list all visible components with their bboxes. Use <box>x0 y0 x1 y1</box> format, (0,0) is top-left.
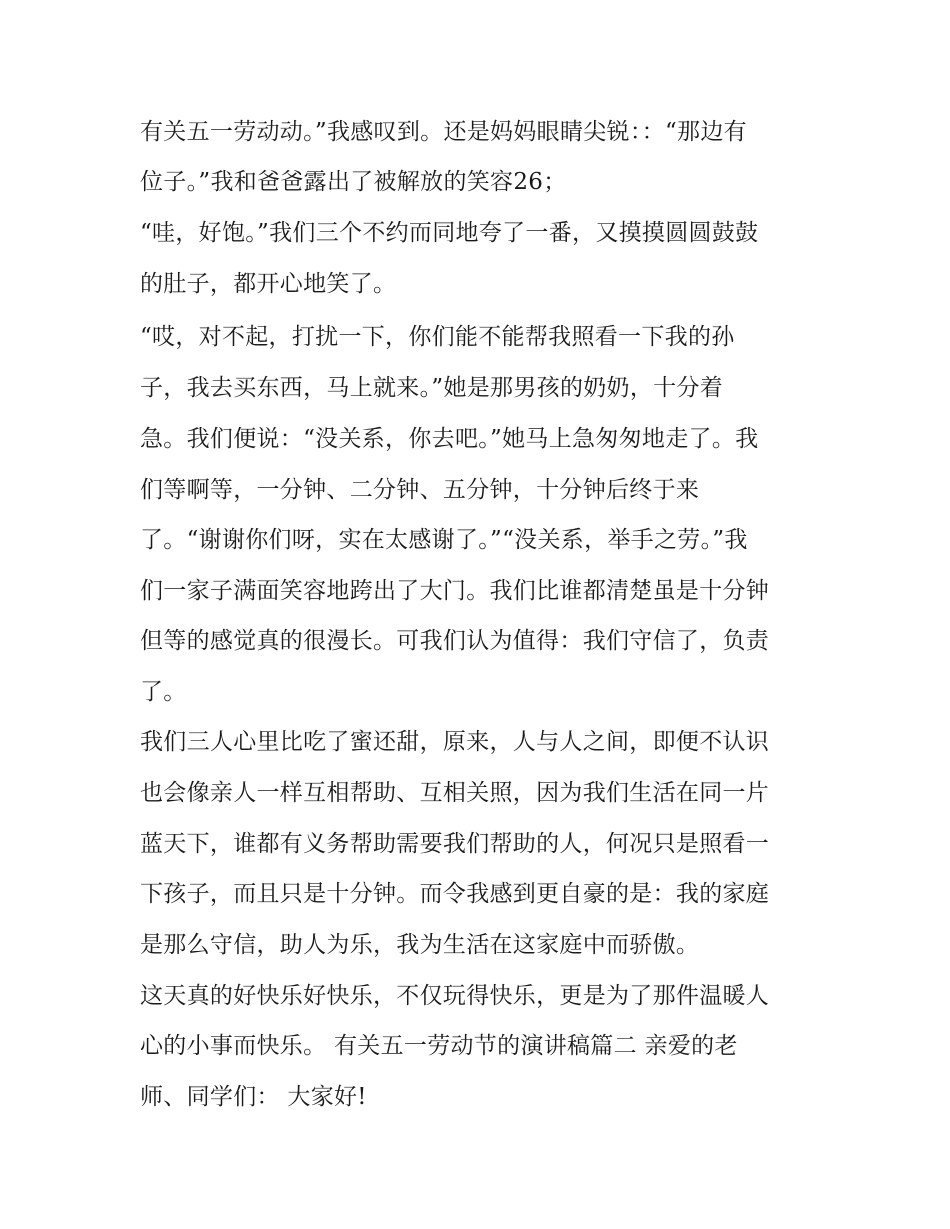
text-line: 了。“谢谢你们呀，实在太感谢了。”“没关系，举手之劳。”我 <box>140 527 748 553</box>
text-line: 心的小事而快乐。 有关五一劳动节的演讲稿篇二 亲爱的老 <box>140 1033 738 1059</box>
text-line: 的肚子，都开心地笑了。 <box>140 271 397 297</box>
text-line: “哇，好饱。”我们三个不约而同地夸了一番，又摸摸圆圆鼓鼓 <box>140 220 759 246</box>
text-line: 位子。”我和爸爸露出了被解放的笑容26； <box>140 169 567 195</box>
text-line: 们等啊等，一分钟、二分钟、五分钟，十分钟后终于来 <box>140 477 700 503</box>
text-line: “哎，对不起，打扰一下，你们能不能帮我照看一下我的孙 <box>140 324 735 350</box>
text-line: 蓝天下，谁都有义务帮助需要我们帮助的人，何况只是照看一 <box>140 831 770 857</box>
text-line: 但等的感觉真的很漫长。可我们认为值得：我们守信了，负责 <box>140 628 770 654</box>
text-line: 们一家子满面笑容地跨出了大门。我们比谁都清楚虽是十分钟 <box>140 578 770 604</box>
text-line: 也会像亲人一样互相帮助、互相关照，因为我们生活在同一片 <box>140 780 770 806</box>
text-line: 这天真的好快乐好快乐，不仅玩得快乐，更是为了那件温暖人 <box>140 983 770 1009</box>
text-line: 我们三人心里比吃了蜜还甜，原来，人与人之间，即便不认识 <box>140 729 770 755</box>
text-line: 下孩子，而且只是十分钟。而令我感到更自豪的是：我的家庭 <box>140 881 770 907</box>
text-line: 急。我们便说：“没关系，你去吧。”她马上急匆匆地走了。我 <box>140 426 759 452</box>
text-line: 是那么守信，助人为乐，我为生活在这家庭中而骄傲。 <box>140 932 700 958</box>
text-line: 了。 <box>140 679 187 705</box>
text-line: 有关五一劳动动。”我感叹到。还是妈妈眼睛尖锐：：“那边有 <box>140 119 747 145</box>
text-line: 子，我去买东西，马上就来。”她是那男孩的奶奶，十分着 <box>140 375 724 401</box>
text-line: 师、同学们： 大家好! <box>140 1084 367 1110</box>
